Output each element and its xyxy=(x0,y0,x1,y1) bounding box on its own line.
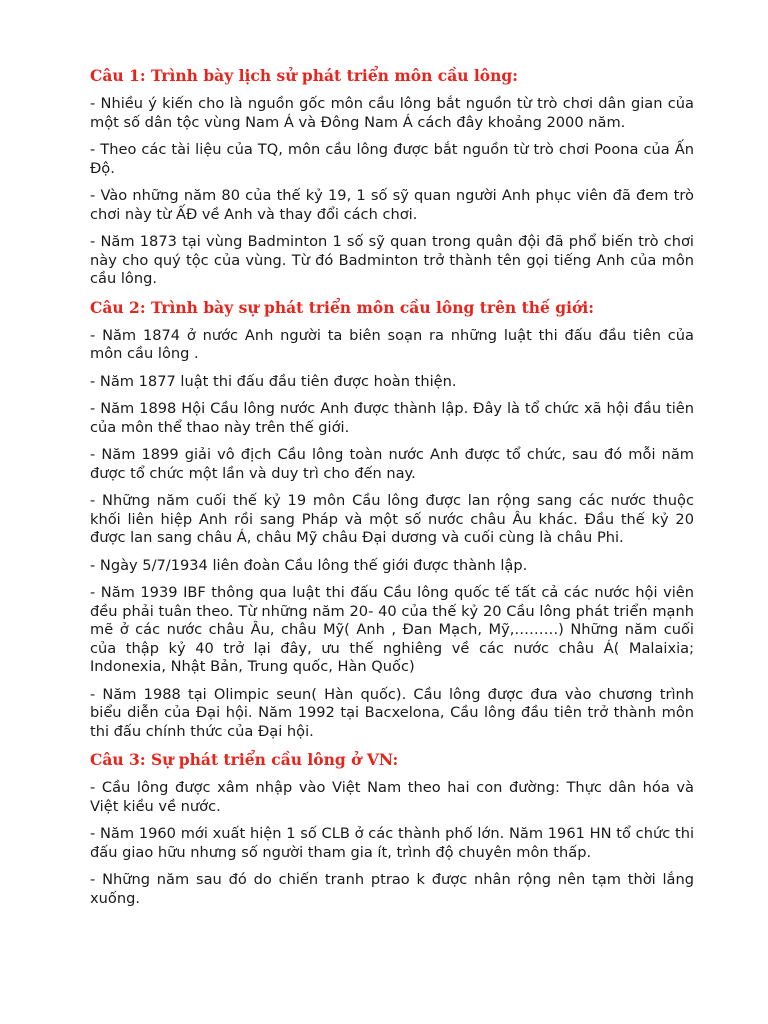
paragraph: - Những năm sau đó do chiến tranh ptrao k được nhân rộng nên tạm thời lắng xuống. xyxy=(90,871,694,907)
paragraph: - Năm 1898 Hội Cầu lông nước Anh được thành lập. Đây là tổ chức xã hội đầu tiên của môn thể thao này trên thế giới. xyxy=(90,400,694,436)
document-page xyxy=(90,66,694,917)
section-heading: Câu 1: Trình bày lịch sử phát triển môn cầu lông: xyxy=(90,66,518,85)
paragraph: - Ngày 5/7/1934 liên đoàn Cầu lông thế giới được thành lập. xyxy=(90,556,528,574)
paragraph: - Năm 1988 tại Olimpic seun( Hàn quốc). Cầu lông được đưa vào chương trình biểu diễn của Đại hội. Năm 1992 tại Bacxelona, Cầu lông đầu tiên trở thành môn thi đấu chính thức của Đại hội. xyxy=(90,685,694,740)
paragraph: - Năm 1877 luật thi đấu đầu tiên được hoàn thiện. xyxy=(90,372,457,390)
paragraph: - Nhiều ý kiến cho là nguồn gốc môn cầu lông bắt nguồn từ trò chơi dân gian của một số dân tộc vùng Nam Á và Đông Nam Á cách đây khoảng 2000 năm. xyxy=(90,95,694,131)
section-2 xyxy=(90,298,694,742)
paragraph: - Vào những năm 80 của thế kỷ 19, 1 số sỹ quan người Anh phục viên đã đem trò chơi này từ ẤĐ về Anh và thay đổi cách chơi. xyxy=(90,187,694,223)
section-heading: Câu 2: Trình bày sự phát triển môn cầu lông trên thế giới: xyxy=(90,297,594,317)
section-3 xyxy=(90,750,694,908)
paragraph: - Năm 1939 IBF thông qua luật thi đấu Cầu lông quốc tế tất cả các nước hội viên đều phải tuân theo. Từ những năm 20- 40 của thế kỷ 20 Cầu lông phát triển mạnh mẽ ở các nước châu Âu, châu Mỹ( Anh , Đan Mạch, Mỹ,………) Những năm cuối của thập kỷ 40 trở lại đây, ưu thế nghiêng về các nước châu Á( Malaixia; Indonexia, Nhật Bản, Trung quốc, Hàn Quốc) xyxy=(90,584,694,675)
paragraph: - Những năm cuối thế kỷ 19 môn Cầu lông được lan rộng sang các nước thuộc khối liên hiệp Anh rồi sang Pháp và một số nước châu Âu khác. Đầu thế kỷ 20 được lan sang châu Á, châu Mỹ châu Đại dương và cuối cùng là châu Phi. xyxy=(90,492,694,546)
paragraph: - Năm 1960 mới xuất hiện 1 số CLB ở các thành phố lớn. Năm 1961 HN tổ chức thi đấu giao hữu nhưng số người tham gia ít, trình độ chuyên môn thấp. xyxy=(90,825,694,861)
section-1 xyxy=(90,66,694,289)
paragraph: - Năm 1873 tại vùng Badminton 1 số sỹ quan trong quân đội đã phổ biến trò chơi này cho quý tộc của vùng. Từ đó Badminton trở thành tên gọi tiếng Anh của môn cầu lông. xyxy=(90,233,694,287)
paragraph: - Cầu lông được xâm nhập vào Việt Nam theo hai con đường: Thực dân hóa và Việt kiều về nước. xyxy=(90,779,694,815)
paragraph: - Theo các tài liệu của TQ, môn cầu lông được bắt nguồn từ trò chơi Poona của Ấn Độ. xyxy=(90,141,694,177)
paragraph: - Năm 1874 ở nước Anh người ta biên soạn ra những luật thi đấu đầu tiên của môn cầu lông . xyxy=(90,326,694,362)
paragraph: - Năm 1899 giải vô địch Cầu lông toàn nước Anh được tổ chức, sau đó mỗi năm được tổ chức một lần và duy trì cho đến nay. xyxy=(90,446,694,482)
section-heading: Câu 3: Sự phát triển cầu lông ở VN: xyxy=(90,750,399,769)
